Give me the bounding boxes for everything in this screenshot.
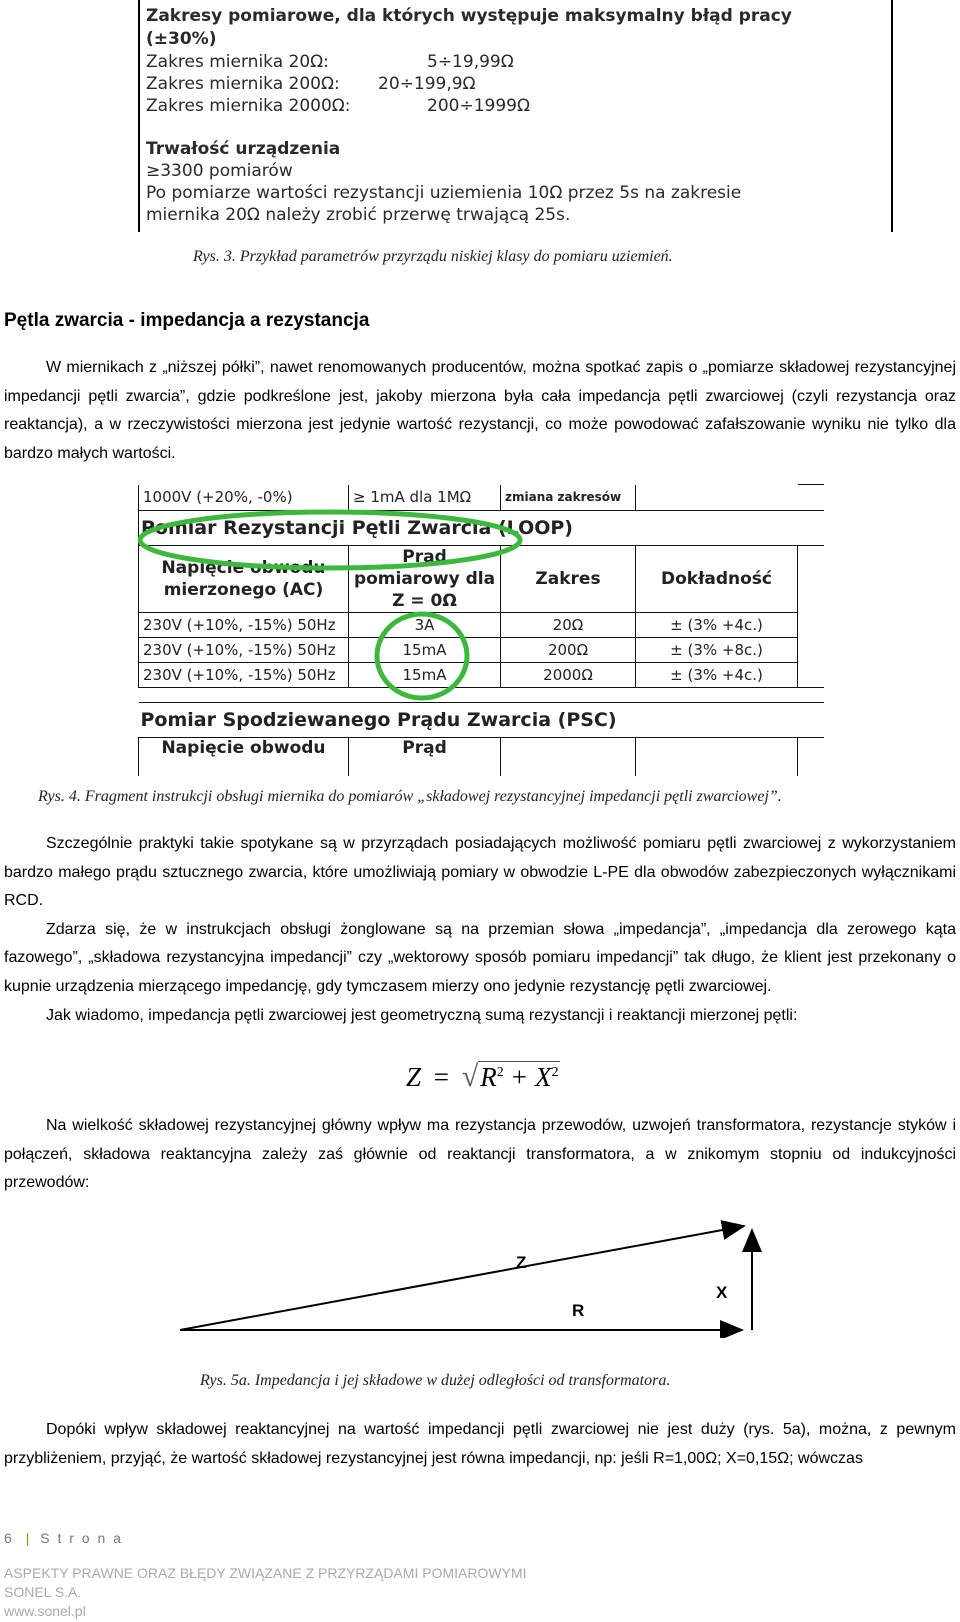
section-title: Pomiar Rezystancji Pętli Zwarcia (LOOP) [139, 510, 825, 545]
paragraph [4, 830, 956, 1030]
paragraph-text: Jak wiadomo, impedancja pętli zwarciowej jest geometryczną sumą rezystancji i reaktancji mierzonej pętli: [46, 1006, 798, 1024]
range-label: Zakres miernika 20Ω: [146, 52, 329, 72]
table-cell: 2000Ω [501, 662, 636, 687]
table-cell: 1000V (+20%, -0%) [139, 485, 349, 511]
figure-title-line: (±30%) [146, 29, 217, 49]
footer-company: SONEL S.A. [4, 1584, 82, 1600]
page-number [4, 1530, 123, 1546]
paragraph-text: Szczególnie praktyki takie spotykane są w przyrządach posiadających możliwość pomiaru pętli zwarciowej z wykorzystaniem bardzo małego prądu sztucznego zwarcia, które umożliwiają pomiary w obwodzie L-PE dla obwodów zabezpieczonych wyłącznikami RCD. [4, 835, 956, 910]
section-heading: Pętla zwarcia - impedancja a rezystancja [4, 310, 370, 331]
table-cell: 230V (+10%, -15%) 50Hz [139, 637, 349, 662]
table-cell: 15mA [349, 662, 501, 687]
range-label: Zakres miernika 200Ω: [146, 74, 340, 94]
footer-url[interactable]: www.sonel.pl [4, 1603, 86, 1619]
figure-caption: Rys. 3. Przykład parametrów przyrządu niskiej klasy do pomiaru uziemień. [193, 248, 673, 265]
highlight-circle [377, 614, 467, 698]
figure-caption: Rys. 5a. Impedancja i jej składowe w dużej odległości od transformatora. [200, 1372, 671, 1389]
formula [406, 1060, 560, 1094]
formula-plus: + [511, 1062, 527, 1092]
column-header: Prąd pomiarowy dla Z = 0Ω [349, 545, 501, 612]
formula-exponent: 2 [551, 1065, 559, 1080]
formula-z: Z [406, 1062, 422, 1092]
figure-instrument-parameters [138, 0, 893, 232]
durability-value: ≥3300 pomiarów [146, 161, 293, 181]
highlight-overlay [138, 484, 824, 776]
table-cell: 230V (+10%, -15%) 50Hz [139, 612, 349, 637]
range-label: Zakres miernika 2000Ω: [146, 96, 351, 116]
formula-x: X [534, 1062, 552, 1092]
paragraph [4, 354, 956, 468]
formula-equals: = [433, 1062, 450, 1092]
table-cell: 230V (+10%, -15%) 50Hz [139, 662, 349, 687]
page-num: 6 [4, 1530, 17, 1546]
column-header: Napięcie obwodu mierzonego (AC) [139, 545, 349, 612]
table-cell: 200Ω [501, 637, 636, 662]
impedance-triangle [176, 1214, 776, 1338]
range-value: 200÷1999Ω [427, 96, 530, 116]
formula-exponent: 2 [496, 1065, 504, 1080]
formula-radicand [478, 1061, 560, 1092]
paragraph [4, 1112, 956, 1198]
formula-r: R [480, 1062, 497, 1092]
paragraph-text: Dopóki wpływ składowej reaktancyjnej na wartość impedancji pętli zwarciowej nie jest duży (rys. 5a), można, z pewnym przybliżeniem, przyjąć, że wartość składowej rezystancyjnej jest równa impedancji, np: jeśli R=1,00Ω; X=0,15Ω; wówczas [4, 1421, 956, 1467]
table-cell: 20Ω [501, 612, 636, 637]
figure-title-line: Zakresy pomiarowe, dla których występuje maksymalny błąd pracy [146, 6, 792, 26]
range-value: 20÷199,9Ω [378, 74, 476, 94]
highlight-ellipse [140, 512, 520, 568]
table-cell: ± (3% +8c.) [636, 637, 798, 662]
label-z: Z [516, 1253, 527, 1272]
range-value: 5÷19,99Ω [427, 52, 514, 72]
paragraph-text: W miernikach z „niższej półki”, nawet renomowanych producentów, można spotkać zapis o „pomiarze składowej rezystancyjnej impedancji pętli zwarcia”, gdzie podkreślone jest, jakoby mierzona była cała impedancja pętli zwarciowej (czyli rezystancja oraz reaktancja), a w rzeczywistości mierzona jest jedynie wartość rezystancji, co może powodować zafałszowanie wyniku nie tylko dla bardzo małych wartości. [4, 359, 956, 462]
table-cell: ± (3% +4c.) [636, 612, 798, 637]
table-cell: ≥ 1mA dla 1MΩ [349, 485, 501, 511]
sqrt-icon: √ [461, 1060, 479, 1093]
page-word: S t r o n a [40, 1530, 123, 1546]
note-line: miernika 20Ω należy zrobić przerwę trwającą 25s. [146, 205, 571, 225]
label-x: X [716, 1283, 728, 1302]
paragraph-text: Zdarza się, że w instrukcjach obsługi żonglowane są na przemian słowa „impedancja”, „impedancja dla zerowego kąta fazowego”, „składowa rezystancyjna impedancji” czy „wektorowy sposób pomiaru impedancji” tak długo, że klient jest przekonany o kupnie urządzenia mierzącego impedancję, gdy tymczasem mierzy ono jedynie rezystancję pętli zwarciowej. [4, 920, 956, 995]
durability-title: Trwałość urządzenia [146, 139, 341, 159]
table-cell: ± (3% +4c.) [636, 662, 798, 687]
column-header: Dokładność [636, 545, 798, 612]
footer-title: ASPEKTY PRAWNE ORAZ BŁĘDY ZWIĄZANE Z PRZYRZĄDAMI POMIAROWYMI [4, 1565, 527, 1581]
note-line: Po pomiarze wartości rezystancji uziemienia 10Ω przez 5s na zakresie [146, 183, 742, 203]
table-cell: 3A [349, 612, 501, 637]
impedance-vector [180, 1226, 744, 1330]
table-cell: zmiana zakresów [501, 485, 636, 511]
section-title: Pomiar Spodziewanego Prądu Zwarcia (PSC) [139, 702, 825, 737]
label-r: R [572, 1301, 585, 1320]
table-cell: 15mA [349, 637, 501, 662]
paragraph-text: Na wielkość składowej rezystancyjnej główny wpływ ma rezystancja przewodów, uzwojeń transformatora, rezystancje styków i połączeń, składowa reaktancyjna zależy zaś głównie od reaktancji transformatora, a w znikomym stopniu od indukcyjności przewodów: [4, 1117, 956, 1192]
page-separator: | [25, 1530, 32, 1546]
paragraph [4, 1416, 956, 1473]
column-header: Zakres [501, 545, 636, 612]
column-header: Prąd [349, 737, 501, 776]
figure-loop-table [138, 484, 824, 776]
figure-caption: Rys. 4. Fragment instrukcji obsługi miernika do pomiarów „składowej rezystancyjnej impedancji pętli zwarciowej”. [38, 788, 782, 805]
column-header: Napięcie obwodu [139, 737, 349, 776]
